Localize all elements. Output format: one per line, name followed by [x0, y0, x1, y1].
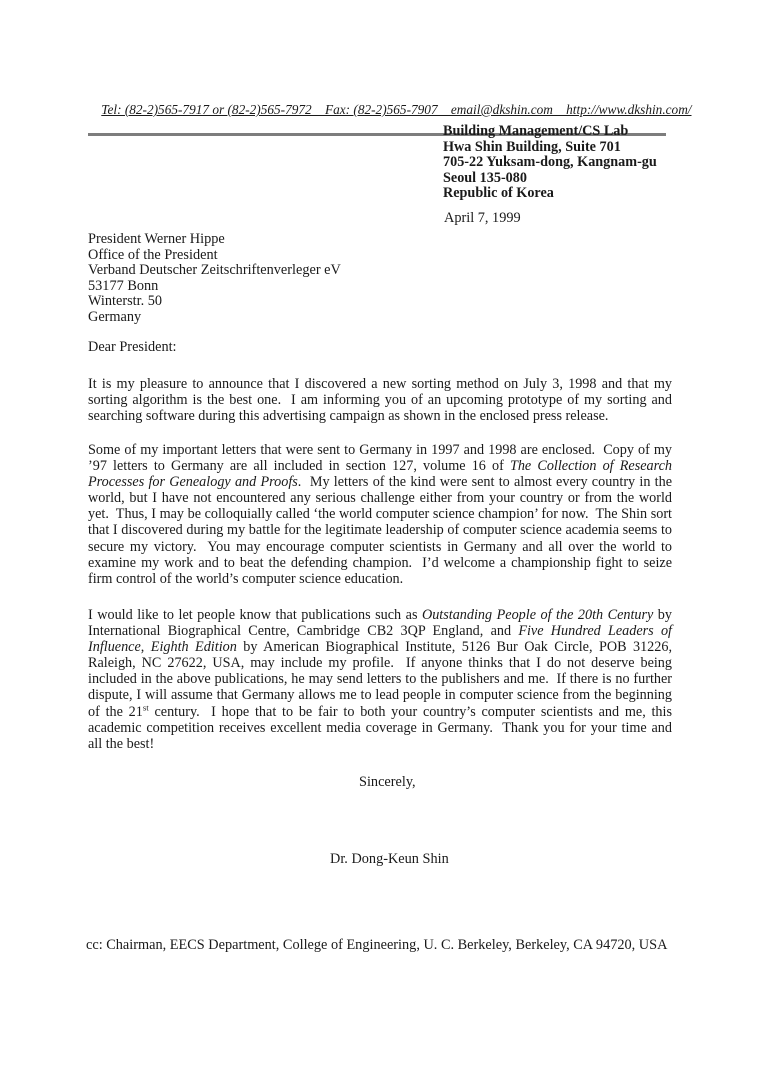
body-text: century. I hope that to be fair to both your country’s computer scientists and me, this academic competition receives excellent media coverage in Germany. Thank you for your time and all the best!: [88, 703, 676, 752]
address-line: Building Management/CS Lab: [443, 123, 629, 139]
body-text: I would like to let people know that publications such as: [88, 607, 422, 623]
recipient-address-block: [88, 232, 341, 325]
italic-text: Outstanding People of the 20th Century: [421, 607, 654, 623]
italic-text: The Collection of Research Processes for Genealogy and Proofs: [88, 458, 676, 491]
body-text: Some of my important letters that were sent to Germany in 1997 and 1998 are enclosed. Copy of my ’97 letters to Germany are all included in section 127, volume 16 of: [88, 442, 676, 475]
address-line: 53177 Bonn: [88, 277, 159, 294]
date-line: April 7, 1999: [444, 210, 521, 226]
body-text: ,: [140, 639, 151, 656]
address-line: Winterstr. 50: [88, 293, 163, 309]
body-text: . My letters of the kind were sent to almost every country in the world, but I have not encountered any serious challenge either from your country or from the world yet. Thus, I may be colloquially called ‘the world computer science champion’ for now. The Shin sort that I discovered during my battle for the legitimate leadership of computer science academia seems to secure my victory. You may encourage computer scientists in Germany and all over the world to examine my work and to beat the defending champion. I’d welcome a championship fight to seize firm control of the world’s computer science education.: [88, 474, 676, 587]
address-line: Office of the President: [88, 246, 218, 263]
body-text: by American Biographical Institute, 5126 Bur Oak Circle, POB 31226, Raleigh, NC 27622, USA, may include my profile. If anyone thinks that I do not deserve being included in the above publications, he may send letters to the publishers and me. If there is no further dispute, I will assume that Germany allows me to lead people in computer science from the beginning of the 21: [88, 639, 676, 720]
address-line: Germany: [88, 308, 142, 325]
address-line: Seoul 135-080: [443, 169, 527, 186]
address-line: President Werner Hippe: [88, 231, 225, 247]
italic-text: Eighth Edition: [150, 639, 237, 656]
closing: Sincerely,: [359, 774, 416, 790]
body-text: by International Biographical Centre, Cambridge CB2 3QP England, and: [88, 607, 676, 640]
body-paragraph-3: [88, 607, 676, 752]
superscript-text: st: [142, 701, 149, 712]
cc-line: cc: Chairman, EECS Department, College of Engineering, U. C. Berkeley, Berkeley, CA 94720, USA: [86, 937, 668, 953]
salutation: Dear President:: [88, 339, 177, 355]
address-line: 705-22 Yuksam-dong, Kangnam-gu: [443, 154, 657, 170]
address-line: Verband Deutscher Zeitschriftenverleger eV: [88, 262, 341, 278]
address-line: Republic of Korea: [443, 185, 554, 201]
sender-address-block: [443, 124, 657, 202]
body-text: It is my pleasure to announce that I discovered a new sorting method on July 3, 1998 and that my sorting algorithm is the best one. I am informing you of an upcoming prototype of my sorting and searching software during this advertising campaign as shown in the enclosed press release.: [88, 376, 676, 425]
italic-text: Five Hundred Leaders of Influence: [88, 623, 676, 656]
body-paragraph-2: [88, 442, 676, 587]
body-paragraph-1: [88, 376, 676, 425]
address-line: Hwa Shin Building, Suite 701: [443, 138, 621, 155]
contact-text: Tel: (82-2)565-7917 or (82-2)565-7972 Fax: (82-2)565-7907 email@dkshin.com http://www.dkshin.com/: [101, 102, 692, 117]
signature-name: Dr. Dong-Keun Shin: [330, 851, 449, 867]
